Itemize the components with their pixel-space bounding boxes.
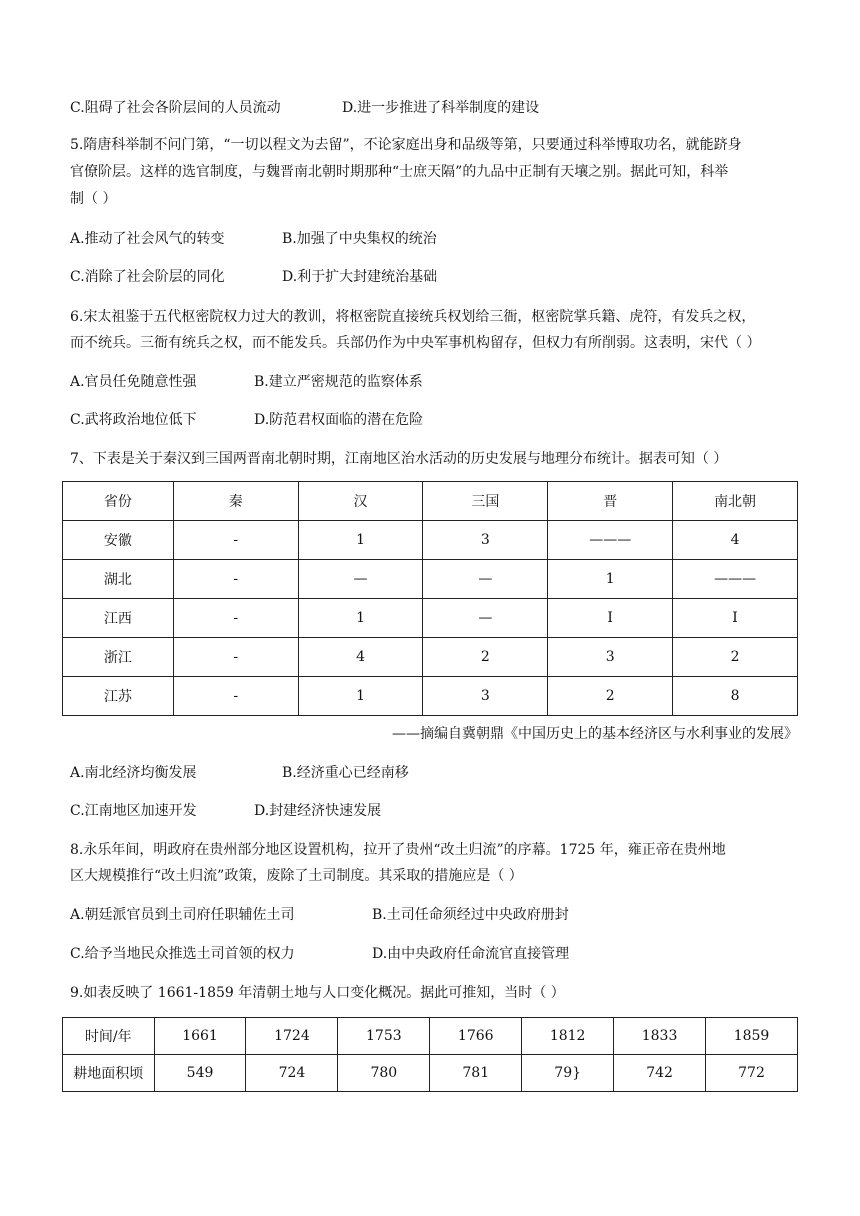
q7-header-row	[63, 482, 798, 521]
table-cell: 549	[154, 1055, 246, 1092]
table-cell: 湖北	[63, 560, 174, 599]
table-cell: 1	[298, 599, 423, 638]
q6-option-c: C.武将政治地位低下	[70, 412, 197, 428]
q7-header-cell: 南北朝	[673, 482, 798, 521]
q7-option-d: D.封建经济快速发展	[254, 803, 382, 819]
q7-source-citation: ——摘编自冀朝鼎《中国历史上的基本经济区与水利事业的发展》	[392, 726, 798, 742]
table-cell: 780	[338, 1055, 430, 1092]
q6-option-b: B.建立严密规范的监察体系	[254, 374, 423, 390]
table-cell: 3	[423, 677, 548, 716]
table-cell: ———	[673, 560, 798, 599]
q8-stem-line-1: 8.永乐年间，明政府在贵州部分地区设置机构，拉开了贵州“改土归流”的序幕。1725 年，雍正帝在贵州地	[70, 842, 726, 858]
table-cell: 1	[298, 677, 423, 716]
table-row	[63, 521, 798, 560]
q6-option-a: A.官员任免随意性强	[70, 374, 197, 390]
table-row	[63, 560, 798, 599]
table-cell: -	[173, 560, 298, 599]
table-cell: I	[548, 599, 673, 638]
table-cell: I	[673, 599, 798, 638]
table-cell: ———	[548, 521, 673, 560]
q8-option-d: D.由中央政府任命流官直接管理	[372, 946, 570, 962]
table-cell: 781	[430, 1055, 522, 1092]
q5-option-d: D.利于扩大封建统治基础	[282, 269, 438, 285]
table-cell: 2	[673, 638, 798, 677]
table-cell: -	[173, 677, 298, 716]
q9-stem: 9.如表反映了 1661-1859 年清朝土地与人口变化概况。据此可推知，当时（ ）	[70, 985, 565, 1001]
q7-table	[62, 481, 798, 716]
table-cell: 1753	[338, 1018, 430, 1055]
table-cell: 耕地面积顷	[63, 1055, 155, 1092]
table-row	[63, 1055, 798, 1092]
q5-stem-line-2: 官僚阶层。这样的选官制度，与魏晋南北朝时期那种“士庶天隔”的九品中正制有天壤之别。据此可知，科举	[70, 164, 729, 180]
q6-stem-line-2: 而不统兵。三衙有统兵之权，而不能发兵。兵部仍作为中央军事机构留存，但权力有所削弱。这表明，宋代（ ）	[70, 335, 761, 351]
table-cell: 2	[423, 638, 548, 677]
table-row	[63, 638, 798, 677]
table-cell: 3	[423, 521, 548, 560]
q7-option-a: A.南北经济均衡发展	[70, 765, 197, 781]
table-cell: 1833	[614, 1018, 706, 1055]
q5-option-b: B.加强了中央集权的统治	[282, 231, 437, 247]
q7-header-cell: 晋	[548, 482, 673, 521]
q8-option-b: B.土司任命须经过中央政府册封	[372, 907, 569, 923]
table-cell: 8	[673, 677, 798, 716]
table-cell: —	[298, 560, 423, 599]
table-cell: 742	[614, 1055, 706, 1092]
table-cell: -	[173, 638, 298, 677]
q9-table	[62, 1017, 798, 1092]
table-cell: 1812	[522, 1018, 614, 1055]
table-cell: 1661	[154, 1018, 246, 1055]
table-cell: 1766	[430, 1018, 522, 1055]
table-cell: 安徽	[63, 521, 174, 560]
table-cell: -	[173, 521, 298, 560]
table-cell: 2	[548, 677, 673, 716]
table-cell: 江西	[63, 599, 174, 638]
table-row	[63, 1018, 798, 1055]
table-cell: 724	[246, 1055, 338, 1092]
q7-option-b: B.经济重心已经南移	[282, 765, 409, 781]
q5-stem-line-3: 制（ ）	[70, 191, 117, 207]
table-cell: 4	[298, 638, 423, 677]
table-cell: 1724	[246, 1018, 338, 1055]
q8-option-a: A.朝廷派官员到土司府任职辅佐土司	[70, 907, 295, 923]
table-cell: 1	[548, 560, 673, 599]
table-cell: -	[173, 599, 298, 638]
q6-stem-line-1: 6.宋太祖鉴于五代枢密院权力过大的教训，将枢密院直接统兵权划给三衙，枢密院掌兵籍、虎符，有发兵之权，	[70, 309, 756, 325]
q5-stem-line-1: 5.隋唐科举制不问门第，“一切以程文为去留”，不论家庭出身和品级等第，只要通过科举博取功名，就能跻身	[70, 137, 742, 153]
q7-header-cell: 三国	[423, 482, 548, 521]
table-cell: 79}	[522, 1055, 614, 1092]
q7-header-cell: 汉	[298, 482, 423, 521]
q6-option-d: D.防范君权面临的潜在危险	[254, 412, 424, 428]
table-row	[63, 599, 798, 638]
q4-option-c: C.阻碍了社会各阶层间的人员流动	[70, 100, 281, 116]
table-cell: 4	[673, 521, 798, 560]
q7-header-cell: 秦	[173, 482, 298, 521]
q5-option-c: C.消除了社会阶层的同化	[70, 269, 225, 285]
table-row	[63, 677, 798, 716]
q8-option-c: C.给予当地民众推选土司首领的权力	[70, 946, 295, 962]
table-cell: 时间/年	[63, 1018, 155, 1055]
q7-stem: 7、下表是关于秦汉到三国两晋南北朝时期，江南地区治水活动的历史发展与地理分布统计。据表可知（ ）	[70, 451, 728, 467]
table-cell: 浙江	[63, 638, 174, 677]
table-cell: 1	[298, 521, 423, 560]
q7-header-cell: 省份	[63, 482, 174, 521]
table-cell: 3	[548, 638, 673, 677]
q7-option-c: C.江南地区加速开发	[70, 803, 197, 819]
table-cell: 江苏	[63, 677, 174, 716]
table-cell: —	[423, 560, 548, 599]
table-cell: 1859	[706, 1018, 798, 1055]
q5-option-a: A.推动了社会风气的转变	[70, 231, 225, 247]
table-cell: 772	[706, 1055, 798, 1092]
q8-stem-line-2: 区大规模推行“改土归流”政策，废除了土司制度。其采取的措施应是（ ）	[70, 868, 523, 884]
q4-option-d: D.进一步推进了科举制度的建设	[342, 100, 540, 116]
table-cell: —	[423, 599, 548, 638]
